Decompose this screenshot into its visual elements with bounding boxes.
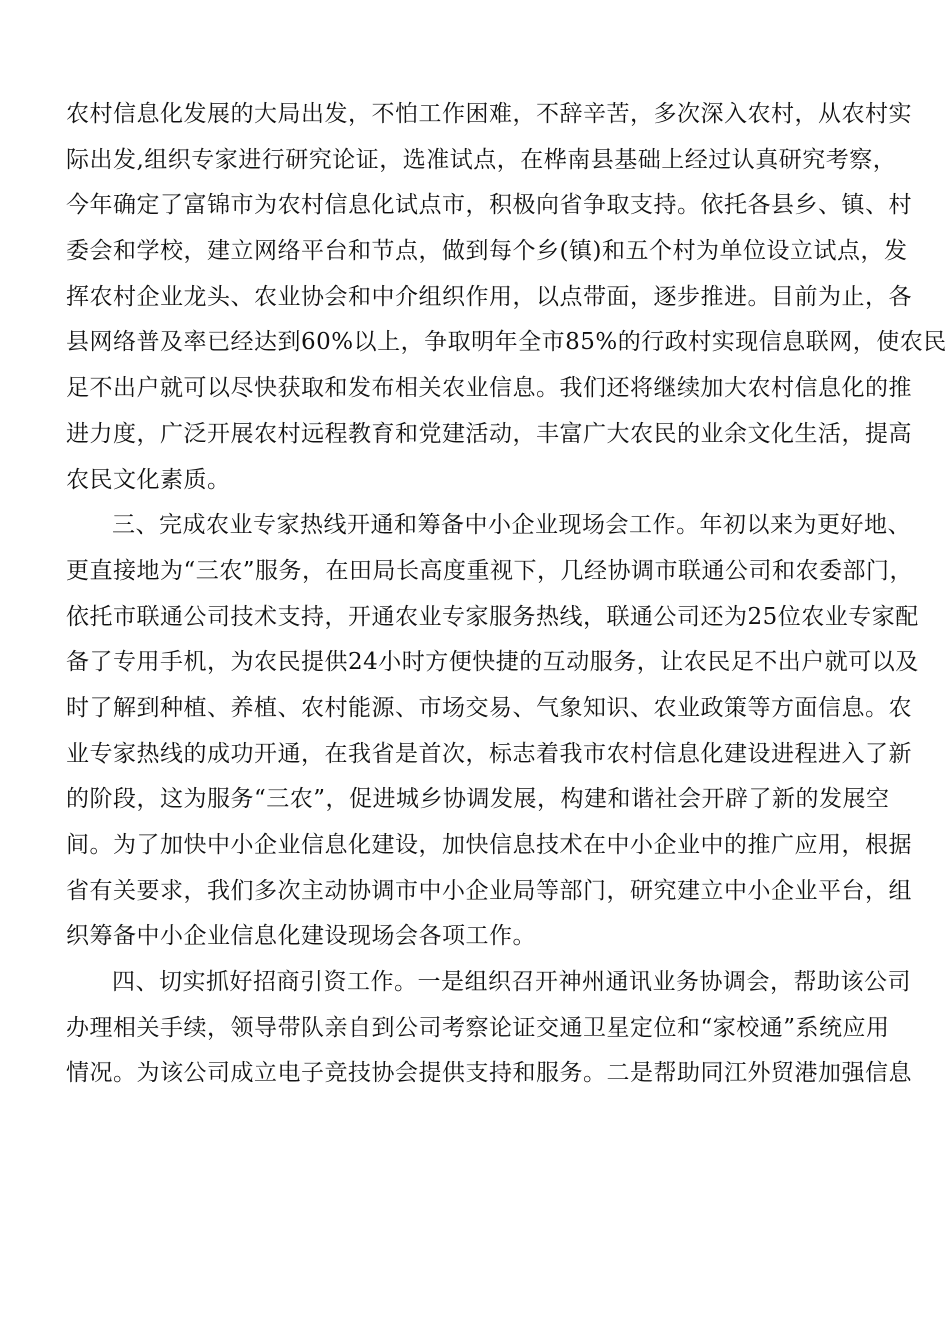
text-line: 足不出户就可以尽快获取和发布相关农业信息。我们还将继续加大农村信息化的推 <box>66 375 912 402</box>
text-line: 际出发,组织专家进行研究论证，选准试点，在桦南县基础上经过认真研究考察， <box>66 146 897 173</box>
text-line: 县网络普及率已经达到60%以上，争取明年全市85%的行政村实现信息联网，使农民 <box>66 329 947 356</box>
text-line: 办理相关手续，领导带队亲自到公司考察论证交通卫星定位和“家校通”系统应用 <box>66 1014 890 1041</box>
text-line: 省有关要求，我们多次主动协调市中小企业局等部门，研究建立中小企业平台，组 <box>66 877 912 904</box>
text-line: 依托市联通公司技术支持，开通农业专家服务热线，联通公司还为25位农业专家配 <box>66 603 919 630</box>
text-line: 进力度，广泛开展农村远程教育和党建活动，丰富广大农民的业余文化生活，提高 <box>66 420 912 447</box>
body-text <box>66 92 947 1097</box>
text-line: 间。为了加快中小企业信息化建设，加快信息技术在中小企业中的推广应用，根据 <box>66 832 912 858</box>
text-line: 备了专用手机，为农民提供24小时方便快捷的互动服务，让农民足不出户就可以及 <box>66 649 919 676</box>
text-line: 业专家热线的成功开通，在我省是首次，标志着我市农村信息化建设进程进入了新 <box>66 740 912 767</box>
text-line: 三、完成农业专家热线开通和筹备中小企业现场会工作。年初以来为更好地、 <box>112 512 911 539</box>
text-line: 时了解到种植、养植、农村能源、市场交易、气象知识、农业政策等方面信息。农 <box>66 694 912 721</box>
text-line: 农村信息化发展的大局出发，不怕工作困难，不辞辛苦，多次深入农村，从农村实 <box>66 101 912 127</box>
paragraph-2 <box>66 503 919 960</box>
text-line: 委会和学校，建立网络平台和节点，做到每个乡(镇)和五个村为单位设立试点，发 <box>66 238 908 265</box>
text-line: 更直接地为“三农”服务，在田局长高度重视下，几经协调市联通公司和农委部门， <box>66 557 914 584</box>
paragraph-3 <box>66 960 912 1097</box>
paragraph-1 <box>66 92 947 503</box>
text-line: 四、切实抓好招商引资工作。一是组织召开神州通讯业务协调会，帮助该公司 <box>112 969 911 996</box>
text-line: 挥农村企业龙头、农业协会和中介组织作用，以点带面，逐步推进。目前为止，各 <box>66 283 912 310</box>
text-line: 织筹备中小企业信息化建设现场会各项工作。 <box>66 923 536 950</box>
text-line: 的阶段，这为服务“三农”，促进城乡协调发展，构建和谐社会开辟了新的发展空 <box>66 786 890 813</box>
text-line: 农民文化素质。 <box>66 466 231 493</box>
text-line: 今年确定了富锦市为农村信息化试点市，积极向省争取支持。依托各县乡、镇、村 <box>66 192 912 219</box>
text-line: 情况。为该公司成立电子竞技协会提供支持和服务。二是帮助同江外贸港加强信息 <box>66 1060 912 1087</box>
